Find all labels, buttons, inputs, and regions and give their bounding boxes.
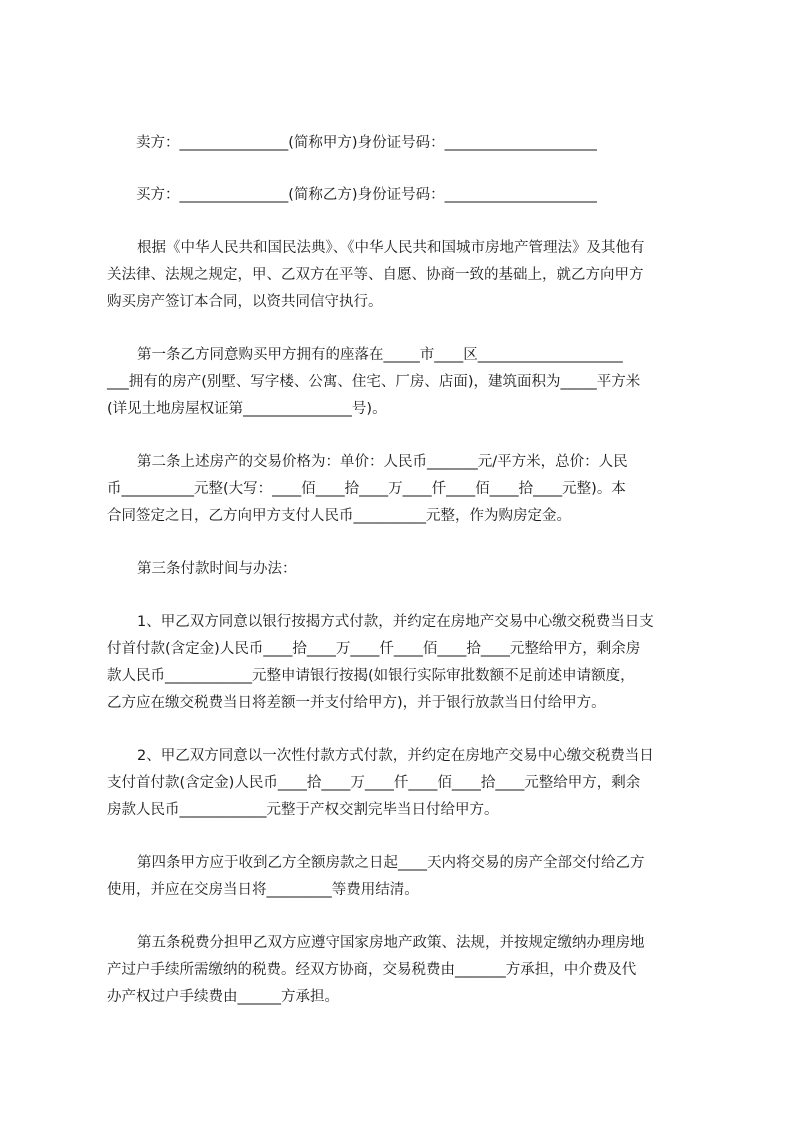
article5-line-1: 第五条税费分担甲乙双方应遵守国家房地产政策、法规，并按规定缴纳办理房地 [137,935,645,951]
buyer-line: 买方：_______________(简称乙方)身份证号码：_____________________ [136,187,597,203]
article3-title: 第三条付款时间与办法： [137,561,297,577]
article3-item1-line-3: 款人民币____________元整申请银行按揭(如银行实际审批数额不足前述申请额度， [107,668,635,684]
article1-line-1: 第一条乙方同意购买甲方拥有的座落在_____市____区____________________ [137,347,623,363]
article5-line-3: 办产权过户手续费由______方承担。 [107,989,339,1005]
article4-line-2: 使用，并应在交房当日将_________等费用结清。 [107,882,419,898]
seller-line: 卖方：_______________(简称甲方)身份证号码：_____________________ [136,135,597,151]
article1-line-2: ___拥有的房产(别墅、写字楼、公寓、住宅、厂房、店面)，建筑面积为_____平方米 [107,374,641,390]
article5-line-2: 产过户手续所需缴纳的税费。经双方协商，交易税费由_______方承担，中介费及代 [107,962,637,978]
preamble-line-1: 根据《中华人民共和国民法典》、《中华人民共和国城市房地产管理法》及其他有 [137,240,645,256]
article2-line-2: 币__________元整(大写：____佰____拾____万____仟____佰____拾____元整)。本 [107,481,626,497]
preamble-line-2: 关法律、法规之规定，甲、乙双方在平等、自愿、协商一致的基础上，就乙方向甲方 [107,267,644,283]
article3-item2-line-2: 支付首付款(含定金)人民币____拾____万____仟____佰____拾____元整给甲方，剩余 [107,775,641,791]
article2-line-3: 合同签定之日，乙方向甲方支付人民币__________元整，作为购房定金。 [107,508,571,524]
article3-item1-line-4: 乙方应在缴交税费当日将差额一并支付给甲方)，并于银行放款当日付给甲方。 [107,695,606,711]
article1-line-3: (详见土地房屋权证第_______________号)。 [107,401,387,417]
article2-line-1: 第二条上述房产的交易价格为：单价：人民币_______元/平方米，总价：人民 [137,454,628,470]
preamble-line-3: 购买房产签订本合同，以资共同信守执行。 [107,294,383,310]
article3-item1-line-2: 付首付款(含定金)人民币____拾____万____仟____佰____拾____元整给甲方，剩余房 [107,641,641,657]
article4-line-1: 第四条甲方应于收到乙方全额房款之日起____天内将交易的房产全部交付给乙方 [137,855,645,871]
article3-item2-line-1: 2、甲乙双方同意以一次性付款方式付款，并约定在房地产交易中心缴交税费当日 [137,748,654,764]
article3-item1-line-1: 1、甲乙双方同意以银行按揭方式付款，并约定在房地产交易中心缴交税费当日支 [137,614,654,630]
article3-item2-line-3: 房款人民币____________元整于产权交割完毕当日付给甲方。 [107,802,499,818]
